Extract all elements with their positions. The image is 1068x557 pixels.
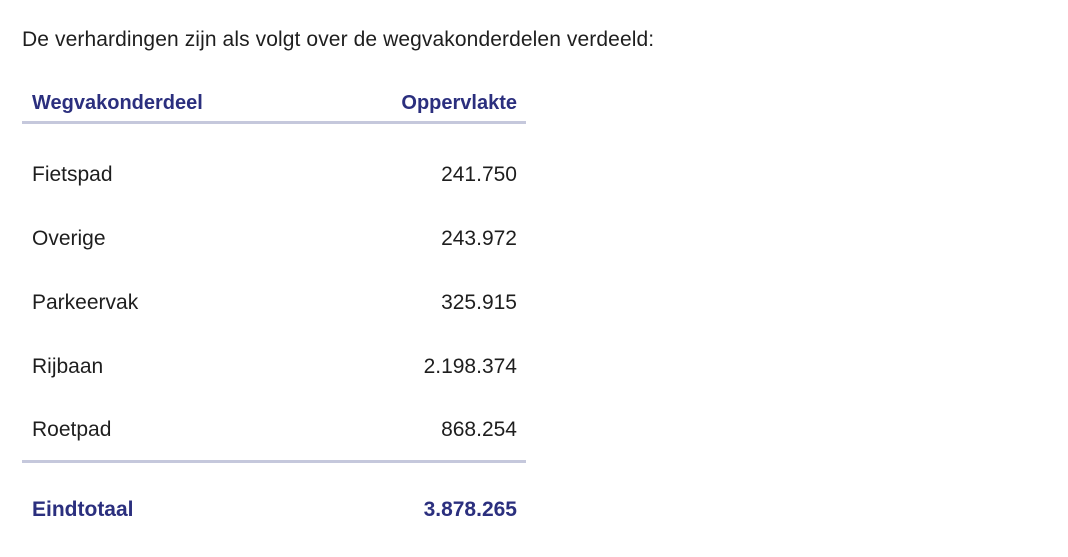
- row-value: 241.750: [441, 163, 517, 186]
- row-name: Rijbaan: [32, 355, 104, 378]
- table-row: [22, 143, 526, 207]
- header-oppervlakte: Oppervlakte: [401, 92, 517, 114]
- row-value: 868.254: [441, 417, 517, 441]
- table-row: [22, 335, 526, 399]
- header-wegvakonderdeel: Wegvakonderdeel: [32, 92, 203, 114]
- table-row: [22, 207, 526, 271]
- table-row: [22, 271, 526, 335]
- surface-area-table: [22, 86, 526, 557]
- table-row: [22, 399, 526, 463]
- row-name: Parkeervak: [32, 291, 139, 314]
- total-row: [22, 463, 526, 557]
- row-name: Roetpad: [32, 417, 112, 441]
- total-label: Eindtotaal: [32, 498, 134, 521]
- header-spacer: [22, 124, 526, 143]
- total-value: 3.878.265: [423, 498, 517, 521]
- row-value: 325.915: [441, 291, 517, 314]
- table-header: [22, 86, 526, 124]
- row-value: 243.972: [441, 227, 517, 250]
- row-name: Fietspad: [32, 163, 113, 186]
- row-value: 2.198.374: [423, 355, 517, 378]
- intro-text: De verhardingen zijn als volgt over de wegvakonderdelen verdeeld:: [22, 28, 655, 51]
- row-name: Overige: [32, 227, 106, 250]
